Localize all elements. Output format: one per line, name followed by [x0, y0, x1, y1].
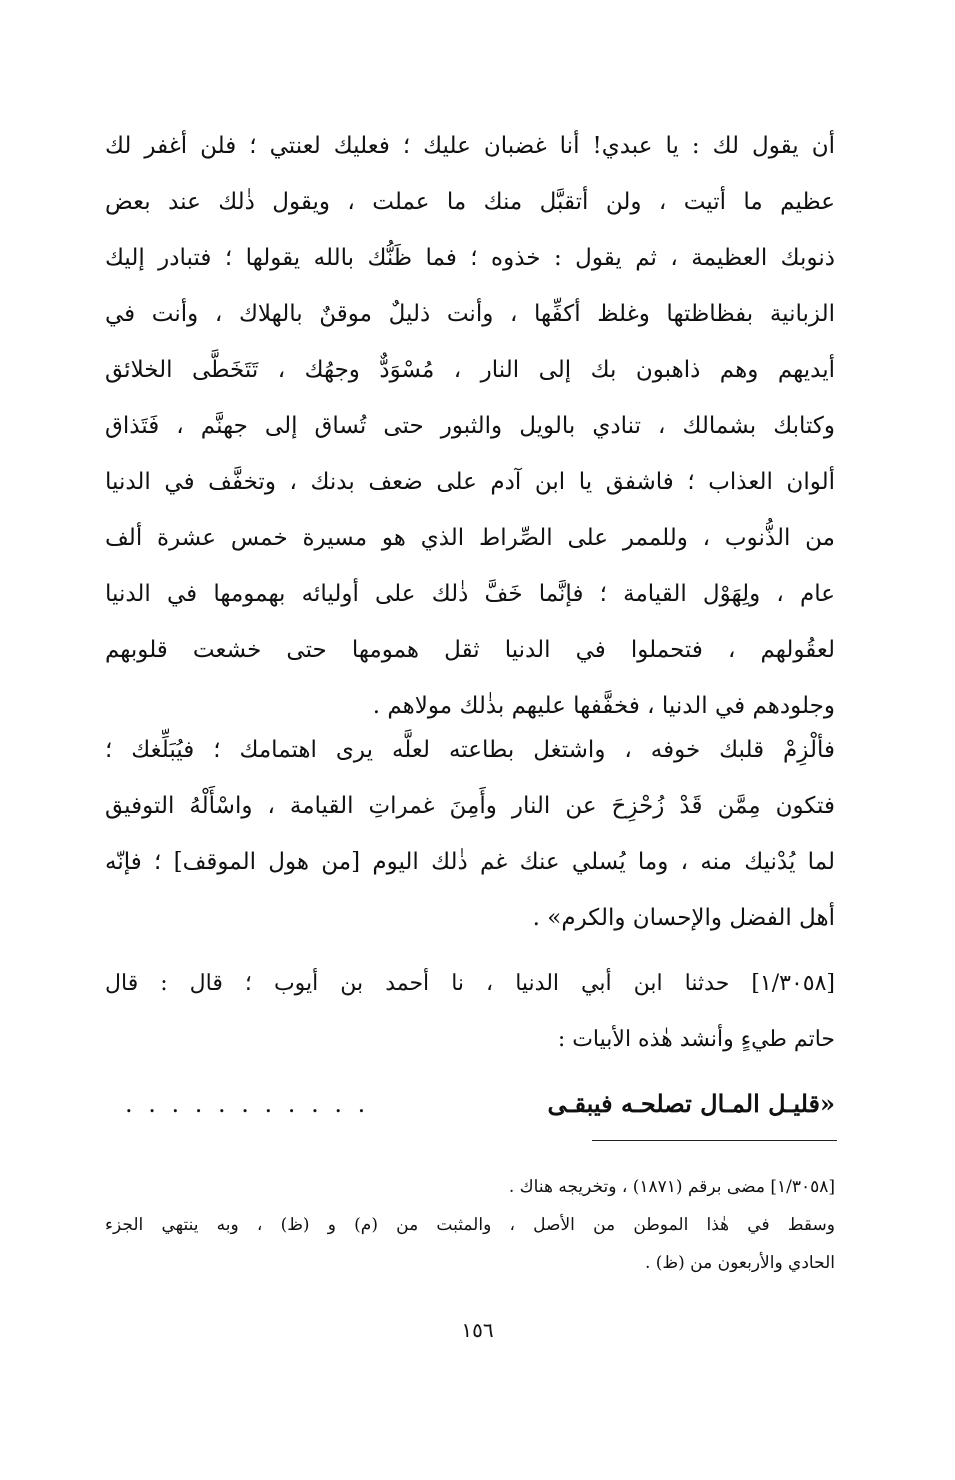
- text-line: وجلودهم في الدنيا ، فخفَّفها عليهم بذٰلك مولاهم .: [372, 693, 835, 719]
- text-line: الزبانية بفظاظتها وغلظ أكفِّها ، وأنت ذليلٌ موقنٌ بالهلاك ، وأنت في: [105, 301, 835, 327]
- footnotes: [105, 1168, 835, 1282]
- poetry-verse: [105, 1080, 835, 1128]
- text-line: أيديهم وهم ذاهبون بك إلى النار ، مُسْوَدٌّ وجهُك ، تَتَخَطَّى الخلائق: [105, 357, 835, 383]
- text-line: لما يُدْنيك منه ، وما يُسلي عنك غم ذٰلك اليوم [من هول الموقف] ؛ فإنّه: [105, 849, 835, 875]
- page-number: ١٥٦: [461, 1318, 494, 1342]
- text-line: عظيم ما أتيت ، ولن أتقبَّل منك ما عملت ، ويقول ذٰلك عند بعض: [105, 189, 835, 215]
- narration-paragraph: [105, 956, 835, 1068]
- footnote-line: وسقط في هٰذا الموطن من الأصل ، والمثبت من (م) و (ظ) ، وبه ينتهي الجزء: [105, 1215, 835, 1235]
- main-paragraph-1: [105, 118, 835, 734]
- footnote-line: [١/٣٠٥٨] مضى برقم (١٨٧١) ، وتخريجه هناك .: [508, 1177, 835, 1197]
- text-line: لعقُولهم ، فتحملوا في الدنيا ثقل همومها حتى خشعت قلوبهم: [105, 637, 835, 663]
- text-line: ذنوبك العظيمة ، ثم يقول : خذوه ؛ فما ظَنُّك بالله يقولها ؛ فتبادر إليك: [105, 245, 835, 271]
- text-line: حاتم طيءٍ وأنشد هٰذه الأبيات :: [557, 1027, 835, 1052]
- text-line: وكتابك بشمالك ، تنادي بالويل والثبور حتى تُساق إلى جهنَّم ، فَتَذاق: [105, 413, 835, 439]
- text-line: من الذُّنوب ، وللممر على الصِّراط الذي هو مسيرة خمس عشرة ألف: [105, 525, 835, 551]
- footnote-line: الحادي والأربعون من (ظ) .: [644, 1253, 835, 1273]
- text-line: أهل الفضل والإحسان والكرم» .: [532, 905, 835, 931]
- text-line: أن يقول لك : يا عبدي! أنا غضبان عليك ؛ فعليك لعنتي ؛ فلن أغفر لك: [105, 133, 835, 159]
- verse-ellipsis: . . . . . . . . . . .: [125, 1090, 370, 1118]
- main-paragraph-2: [105, 722, 835, 946]
- text-line: فتكون مِمَّن قَدْ زُحْزِحَ عن النار وأَمِنَ غمراتِ القيامة ، واسْأَلْهُ التوفيق: [105, 793, 835, 819]
- verse-first-hemistich: «قليـل المـال تصلحـه فيبقـى: [547, 1089, 835, 1118]
- text-line: [١/٣٠٥٨] حدثنا ابن أبي الدنيا ، نا أحمد بن أيوب ؛ قال : قال: [105, 971, 835, 996]
- text-line: فألْزِمْ قلبك خوفه ، واشتغل بطاعته لعلَّه يرى اهتمامك ؛ فيُبَلِّغك ؛: [105, 737, 835, 763]
- text-line: عام ، ولِهَوْل القيامة ؛ فإنَّما خَفَّ ذٰلك على أوليائه بهمومها في الدنيا: [105, 581, 835, 607]
- footnote-separator: [592, 1140, 837, 1141]
- text-line: ألوان العذاب ؛ فاشفق يا ابن آدم على ضعف بدنك ، وتخفَّف في الدنيا: [105, 469, 835, 495]
